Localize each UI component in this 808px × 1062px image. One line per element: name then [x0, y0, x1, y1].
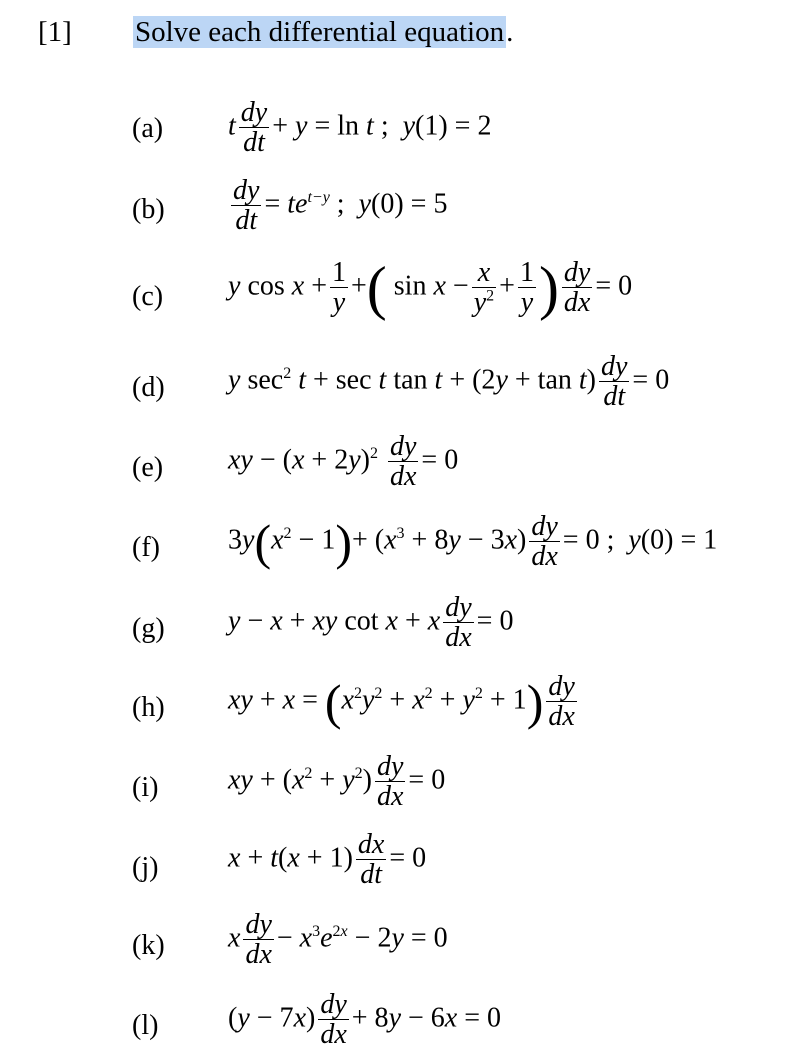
equation-a: t $\frac{dy}{dt}$ + y = ln t ; y(1) = 2 [228, 97, 492, 159]
item-label-i: (i) [132, 772, 159, 803]
problem-number: [1] [38, 16, 72, 48]
problem-title [133, 16, 513, 49]
equation-e: xy − $(x + 2y)^2$ $\frac{dy}{dx}$ = 0 [228, 431, 459, 493]
equation-f: $3y(x^2 - 1)+ (x^3 + 8y - 3x)$ $\frac{dy}{dx}$ = 0 ; y(0) = 1 [228, 511, 718, 573]
item-label-h: (h) [132, 692, 165, 723]
equation-l: (y − 7x) $\frac{dy}{dx}$ + 8y − 6x = 0 [228, 989, 502, 1051]
item-label-c: (c) [132, 281, 164, 312]
item-label-g: (g) [132, 613, 165, 644]
item-label-f: (f) [132, 532, 160, 563]
equation-g: y − x + xy cot x + x $\frac{dy}{dx}$ = 0 [228, 592, 514, 654]
title-text: Solve each differential equation [135, 16, 505, 48]
equation-b: $\frac{dy}{dt}$ = $te^{t-y}$ ; y(0) = 5 [233, 175, 448, 237]
title-period: . [506, 16, 514, 48]
item-label-a: (a) [132, 113, 164, 144]
item-label-k: (k) [132, 930, 165, 961]
item-label-d: (d) [132, 372, 165, 403]
equation-j: x + t(x + 1) $\frac{dx}{dt}$ = 0 [228, 829, 427, 891]
item-label-l: (l) [132, 1010, 159, 1041]
equation-c: y cos x + $\frac{1}{y}$ +( sin x − $\frac{x}{y^2}$ + $\frac{1}{y}$ ) $\frac{dy}{dx}$ = 0 [228, 254, 633, 321]
equation-i: xy + $(x^2 + y^2)$ $\frac{dy}{dx}$ = 0 [228, 751, 446, 813]
equation-d: y $\sec^2 t + \sec t$ tan t + (2y + tan t) $\frac{dy}{dt}$ = 0 [228, 351, 670, 413]
equation-h: xy + $x = (x^2y^2 + x^2 + y^2 + 1)$ $\frac{dy}{dx}$ [228, 671, 575, 733]
equation-k: x $\frac{dy}{dx}$ − $x^3e^{2x} - 2y = 0$ [228, 909, 448, 971]
item-label-j: (j) [132, 852, 159, 883]
item-label-e: (e) [132, 452, 164, 483]
item-label-b: (b) [132, 194, 165, 225]
